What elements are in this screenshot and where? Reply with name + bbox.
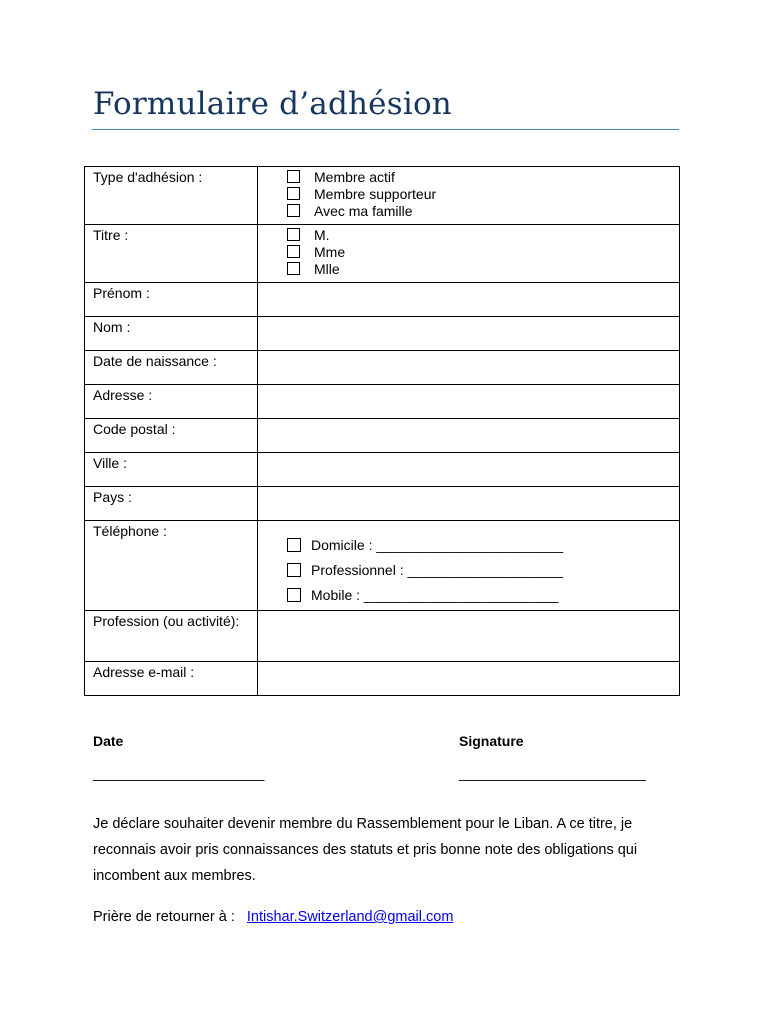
option-professionnel[interactable]: [287, 557, 679, 582]
option-mobile[interactable]: [287, 582, 679, 607]
prenom-field[interactable]: [258, 283, 680, 317]
profession-field[interactable]: [258, 611, 680, 662]
option-label: Membre supporteur: [314, 185, 437, 202]
option-mlle[interactable]: [287, 260, 679, 277]
option-label: Avec ma famille: [314, 202, 413, 219]
date-de-naissance-label: Date de naissance :: [85, 351, 258, 385]
form-row-ville: [85, 453, 680, 487]
titre-label: Titre :: [85, 225, 258, 283]
ville-field[interactable]: [258, 453, 680, 487]
option-domicile[interactable]: [287, 532, 679, 557]
form-row-titre: [85, 225, 680, 283]
checkbox-mobile[interactable]: [287, 588, 301, 602]
form-row-profession: [85, 611, 680, 662]
nom-field[interactable]: [258, 317, 680, 351]
mobile-line[interactable]: Mobile : _________________________: [311, 586, 559, 603]
membership-form-table: [84, 166, 680, 696]
form-row-membership-type: [85, 167, 680, 225]
option-m[interactable]: [287, 226, 679, 243]
option-membre-actif[interactable]: [287, 168, 679, 185]
option-membre-supporteur[interactable]: [287, 185, 679, 202]
form-row-date-de-naissance: [85, 351, 680, 385]
form-row-nom: [85, 317, 680, 351]
checkbox-mme[interactable]: [287, 245, 300, 258]
date-line[interactable]: ______________________: [93, 765, 265, 781]
email-label: Adresse e-mail :: [85, 662, 258, 696]
checkbox-membre-actif[interactable]: [287, 170, 300, 183]
code-postal-field[interactable]: [258, 419, 680, 453]
prenom-label: Prénom :: [85, 283, 258, 317]
adresse-field[interactable]: [258, 385, 680, 419]
checkbox-avec-ma-famille[interactable]: [287, 204, 300, 217]
form-row-pays: [85, 487, 680, 521]
membership-type-options: [258, 167, 680, 225]
form-row-prenom: [85, 283, 680, 317]
signature-label: Signature: [459, 733, 524, 749]
date-label: Date: [93, 733, 124, 749]
option-label: Mlle: [314, 260, 340, 277]
contact-email-link[interactable]: Intishar.Switzerland@gmail.com: [246, 909, 454, 925]
domicile-line[interactable]: Domicile : ________________________: [311, 536, 564, 553]
declaration-line: reconnais avoir pris connaissances des statuts et pris bonne note des obligations qui: [93, 842, 638, 858]
checkbox-professionnel[interactable]: [287, 563, 301, 577]
form-row-telephone: [85, 521, 680, 611]
membership-type-label: Type d'adhésion :: [85, 167, 258, 225]
declaration-line: incombent aux membres.: [93, 868, 256, 884]
title-divider: [92, 129, 679, 130]
checkbox-mlle[interactable]: [287, 262, 300, 275]
option-label: Mme: [314, 243, 346, 260]
checkbox-domicile[interactable]: [287, 538, 301, 552]
telephone-options: [258, 521, 680, 611]
option-label: Membre actif: [314, 168, 395, 185]
email-field[interactable]: [258, 662, 680, 696]
telephone-label: Téléphone :: [85, 521, 258, 611]
pays-label: Pays :: [85, 487, 258, 521]
nom-label: Nom :: [85, 317, 258, 351]
profession-label: Profession (ou activité):: [85, 611, 258, 662]
page-title: Formulaire d’adhésion: [93, 86, 452, 122]
declaration-paragraph: [93, 811, 693, 889]
signature-line[interactable]: ________________________: [459, 765, 646, 781]
form-row-code-postal: [85, 419, 680, 453]
form-row-adresse: [85, 385, 680, 419]
option-avec-ma-famille[interactable]: [287, 202, 679, 219]
option-label: M.: [314, 226, 330, 243]
date-de-naissance-field[interactable]: [258, 351, 680, 385]
professionnel-line[interactable]: Professionnel : ____________________: [311, 561, 564, 578]
ville-label: Ville :: [85, 453, 258, 487]
form-row-email: [85, 662, 680, 696]
code-postal-label: Code postal :: [85, 419, 258, 453]
checkbox-m[interactable]: [287, 228, 300, 241]
titre-options: [258, 225, 680, 283]
declaration-line: Je déclare souhaiter devenir membre du Rassemblement pour le Liban. A ce titre, je: [93, 816, 633, 832]
return-label: Prière de retourner à :: [93, 909, 235, 925]
adresse-label: Adresse :: [85, 385, 258, 419]
option-mme[interactable]: [287, 243, 679, 260]
return-note: [93, 909, 453, 925]
checkbox-membre-supporteur[interactable]: [287, 187, 300, 200]
pays-field[interactable]: [258, 487, 680, 521]
